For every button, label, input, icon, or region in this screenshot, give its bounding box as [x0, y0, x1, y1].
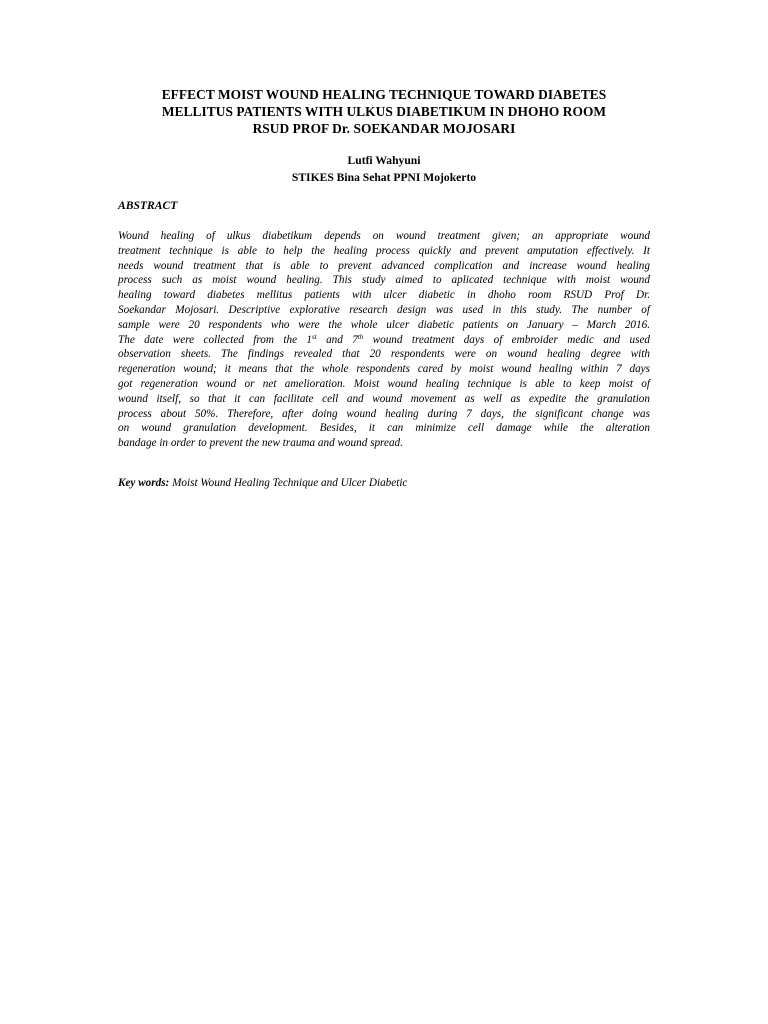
abstract-line-with-superscripts — [118, 333, 650, 348]
abstract-line-segment: wound treatment days of embroider medic and used — [363, 333, 651, 346]
abstract-line: Soekandar Mojosari. Descriptive explorative research design was used in this study. The number of — [118, 303, 650, 316]
abstract-line: needs wound treatment that is able to prevent advanced complication and increase wound healing — [118, 259, 650, 272]
abstract-body — [118, 229, 650, 451]
author-affiliation: STIKES Bina Sehat PPNI Mojokerto — [291, 171, 477, 184]
abstract-line-segment: The date were collected from the 1 — [118, 333, 313, 346]
abstract-heading: ABSTRACT — [118, 199, 178, 212]
keywords-text: Moist Wound Healing Technique and Ulcer Diabetic — [169, 477, 408, 489]
superscript-th: th — [357, 332, 364, 341]
keywords — [118, 476, 650, 490]
abstract-line: sample were 20 respondents who were the whole ulcer diabetic patients on January – March 2016. — [118, 318, 650, 331]
title-line-3: RSUD PROF Dr. SOEKANDAR MOJOSARI — [252, 121, 516, 136]
title-line-1: EFFECT MOIST WOUND HEALING TECHNIQUE TOWARD DIABETES — [161, 87, 607, 102]
abstract-line-last: bandage in order to prevent the new trauma and wound spread. — [118, 437, 403, 450]
abstract-line: process about 50%. Therefore, after doing wound healing during 7 days, the significant change was — [118, 407, 650, 420]
keywords-label: Key words: — [118, 477, 170, 489]
abstract-line: process such as moist wound healing. This study aimed to aplicated technique with moist wound — [118, 274, 650, 287]
abstract-line: treatment technique is able to help the healing process quickly and prevent amputation effectively. It — [118, 244, 650, 257]
title-line-2: MELLITUS PATIENTS WITH ULKUS DIABETIKUM IN DHOHO ROOM — [161, 104, 607, 119]
abstract-line: observation sheets. The findings revealed that 20 respondents were on wound healing degree with — [118, 348, 650, 361]
abstract-line: regeneration wound; it means that the whole respondents cared by moist wound healing within 7 days — [118, 363, 650, 376]
abstract-line: got regeneration wound or net amelioration. Moist wound healing technique is able to keep moist of — [118, 377, 650, 390]
author-name: Lutfi Wahyuni — [347, 154, 421, 167]
abstract-line: Wound healing of ulkus diabetikum depends on wound treatment given; an appropriate wound — [118, 230, 650, 242]
abstract-line-segment: and 7 — [316, 333, 358, 346]
superscript-st: st — [312, 332, 317, 341]
author-block — [118, 152, 650, 186]
abstract-line: wound itself, so that it can facilitate cell and wound movement as well as expedite the granulation — [118, 392, 650, 405]
abstract-line: on wound granulation development. Besides, it can minimize cell damage while the alteration — [118, 422, 650, 435]
paper-title — [118, 86, 650, 137]
abstract-line: healing toward diabetes mellitus patients with ulcer diabetic in dhoho room RSUD Prof Dr. — [118, 289, 650, 302]
